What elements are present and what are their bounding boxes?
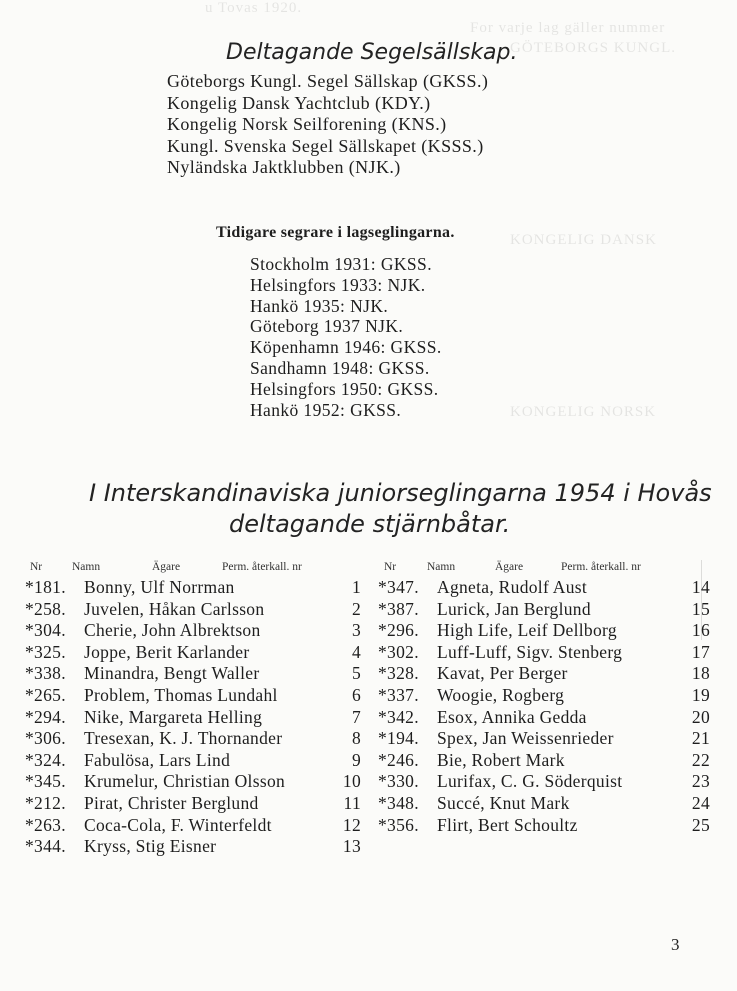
column-header-recall: Perm. återkall. nr	[222, 561, 302, 573]
table-row	[378, 793, 718, 815]
recall-number: 15	[691, 598, 710, 619]
boat-name-owner: Pirat, Christer Berglund	[84, 792, 259, 813]
boat-name-owner: Flirt, Bert Schoultz	[437, 814, 578, 835]
table-row	[25, 750, 365, 772]
boats-table-right	[378, 561, 718, 836]
column-header-name: Namn	[72, 561, 101, 573]
recall-number: 3	[351, 620, 361, 641]
boat-number: *348.	[378, 792, 419, 813]
boat-number: *387.	[378, 598, 419, 619]
recall-number: 10	[342, 771, 361, 792]
table-header	[378, 561, 718, 577]
boat-number: *181.	[25, 577, 66, 597]
bleed-through-text: For varje lag gäller nummer	[470, 20, 666, 36]
boat-name-owner: Kavat, Per Berger	[437, 663, 568, 684]
recall-number: 16	[691, 620, 710, 641]
boat-number: *296.	[378, 620, 419, 641]
recall-number: 1	[351, 577, 361, 597]
column-header-nr: Nr	[384, 561, 397, 573]
boat-name-owner: Coca-Cola, F. Winterfeldt	[84, 814, 272, 835]
club-item: Göteborgs Kungl. Segel Sällskap (GKSS.)	[167, 71, 489, 91]
boat-name-owner: Bie, Robert Mark	[437, 749, 565, 770]
boat-number: *304.	[25, 620, 66, 641]
boat-number: *344.	[25, 836, 66, 857]
winner-item: Hankö 1952: GKSS.	[250, 399, 402, 420]
recall-number: 22	[691, 749, 710, 770]
boat-name-owner: Juvelen, Håkan Carlsson	[84, 598, 265, 619]
winner-item: Köpenhamn 1946: GKSS.	[250, 337, 442, 358]
boat-name-owner: Cherie, John Albrektson	[84, 620, 261, 641]
boat-name-owner: Minandra, Bengt Waller	[84, 663, 260, 684]
boat-name-owner: Tresexan, K. J. Thornander	[84, 728, 283, 749]
recall-number: 5	[351, 663, 361, 684]
page-number: 3	[671, 935, 680, 954]
recall-number: 23	[691, 771, 710, 792]
table-row	[25, 793, 365, 815]
recall-number: 8	[351, 728, 361, 749]
boat-number: *302.	[378, 641, 419, 662]
boat-name-owner: Luff-Luff, Sigv. Stenberg	[437, 641, 623, 662]
boat-name-owner: High Life, Leif Dellborg	[437, 620, 617, 641]
recall-number: 13	[342, 836, 361, 857]
recall-number: 18	[691, 663, 710, 684]
boat-number: *258.	[25, 598, 66, 619]
clubs-list	[167, 71, 488, 179]
table-row	[25, 707, 365, 729]
winner-item: Göteborg 1937 NJK.	[250, 316, 404, 337]
boat-number: *342.	[378, 706, 419, 727]
boat-number: *306.	[25, 728, 66, 749]
boat-name-owner: Kryss, Stig Eisner	[84, 836, 217, 857]
bleed-through-text: u Tovas 1920.	[205, 0, 303, 16]
club-item: Nyländska Jaktklubben (NJK.)	[167, 157, 401, 177]
recall-number: 24	[691, 792, 710, 813]
recall-number: 9	[351, 749, 361, 770]
boat-number: *194.	[378, 728, 419, 749]
boat-name-owner: Agneta, Rudolf Aust	[437, 577, 588, 597]
recall-number: 4	[351, 641, 361, 662]
winner-item: Sandhamn 1948: GKSS.	[250, 357, 430, 378]
table-header	[25, 561, 365, 577]
boat-name-owner: Esox, Annika Gedda	[437, 706, 587, 727]
recall-number: 19	[691, 684, 710, 705]
winner-item: Stockholm 1931: GKSS.	[250, 254, 432, 274]
boat-name-owner: Succé, Knut Mark	[437, 792, 570, 813]
bleed-through-text: GÖTEBORGS KUNGL.	[510, 40, 676, 56]
boat-name-owner: Spex, Jan Weissenrieder	[437, 728, 614, 749]
club-item: Kongelig Dansk Yachtclub (KDY.)	[167, 92, 431, 113]
boat-number: *345.	[25, 771, 66, 792]
recall-number: 25	[691, 814, 710, 835]
recall-number: 6	[351, 684, 361, 705]
table-row	[25, 577, 365, 599]
boat-number: *337.	[378, 684, 419, 705]
table-row	[25, 728, 365, 750]
table-row	[378, 599, 718, 621]
winners-heading: Tidigare segrare i lagseglingarna.	[216, 224, 455, 241]
boat-name-owner: Nike, Margareta Helling	[84, 706, 263, 727]
boat-name-owner: Bonny, Ulf Norrman	[84, 577, 235, 597]
club-item: Kungl. Svenska Segel Sällskapet (KSSS.)	[167, 135, 484, 156]
recall-number: 21	[691, 728, 710, 749]
boats-table-left	[25, 561, 365, 858]
table-row	[378, 815, 718, 837]
table-row	[378, 707, 718, 729]
boat-number: *338.	[25, 663, 66, 684]
boat-number: *212.	[25, 792, 66, 813]
clubs-heading: Deltagande Segelsällskap.	[226, 40, 518, 65]
scan-artifact	[701, 560, 702, 640]
club-item: Kongelig Norsk Seilforening (KNS.)	[167, 114, 447, 134]
table-row	[25, 685, 365, 707]
winners-list	[250, 254, 442, 420]
recall-number: 14	[691, 577, 710, 597]
bleed-through-text: KONGELIG NORSK	[510, 404, 657, 420]
boat-number: *324.	[25, 749, 66, 770]
table-row	[378, 577, 718, 599]
table-row	[25, 771, 365, 793]
boat-number: *347.	[378, 577, 419, 597]
table-row	[25, 642, 365, 664]
boat-name-owner: Lurifax, C. G. Söderquist	[437, 771, 623, 792]
table-row	[378, 642, 718, 664]
bleed-through-text: KONGELIG DANSK	[510, 232, 657, 248]
boat-name-owner: Krumelur, Christian Olsson	[84, 771, 286, 792]
winner-item: Hankö 1935: NJK.	[250, 295, 389, 316]
boat-number: *294.	[25, 706, 66, 727]
table-row	[378, 728, 718, 750]
table-row	[25, 663, 365, 685]
boats-heading-line1: I Interskandinaviska juniorseglingarna 1954 i Hovås	[89, 479, 712, 507]
column-header-owner: Ägare	[495, 561, 524, 573]
table-body	[378, 577, 718, 836]
recall-number: 2	[351, 598, 361, 619]
recall-number: 12	[342, 814, 361, 835]
column-header-owner: Ägare	[152, 561, 181, 573]
recall-number: 11	[343, 792, 361, 813]
table-row	[25, 815, 365, 837]
boat-number: *263.	[25, 814, 66, 835]
table-row	[378, 620, 718, 642]
boats-heading-line2: deltagande stjärnbåtar.	[229, 510, 511, 538]
boat-name-owner: Lurick, Jan Berglund	[437, 598, 591, 619]
column-header-nr: Nr	[30, 561, 43, 573]
table-row	[378, 771, 718, 793]
table-row	[378, 750, 718, 772]
boat-name-owner: Joppe, Berit Karlander	[84, 641, 250, 662]
boat-name-owner: Woogie, Rogberg	[437, 684, 565, 705]
boat-name-owner: Fabulösa, Lars Lind	[84, 749, 231, 770]
boat-number: *330.	[378, 771, 419, 792]
boat-name-owner: Problem, Thomas Lundahl	[84, 684, 278, 705]
recall-number: 20	[691, 706, 710, 727]
column-header-recall: Perm. återkall. nr	[561, 561, 641, 573]
table-row	[25, 599, 365, 621]
boat-number: *246.	[378, 749, 419, 770]
table-row	[378, 663, 718, 685]
boat-number: *265.	[25, 684, 66, 705]
table-body	[25, 577, 365, 858]
boat-number: *325.	[25, 641, 66, 662]
table-row	[378, 685, 718, 707]
table-row	[25, 620, 365, 642]
boat-number: *328.	[378, 663, 419, 684]
column-header-name: Namn	[427, 561, 456, 573]
winner-item: Helsingfors 1933: NJK.	[250, 274, 426, 295]
boat-number: *356.	[378, 814, 419, 835]
recall-number: 17	[691, 641, 710, 662]
table-row	[25, 836, 365, 858]
winner-item: Helsingfors 1950: GKSS.	[250, 378, 439, 399]
recall-number: 7	[351, 706, 361, 727]
